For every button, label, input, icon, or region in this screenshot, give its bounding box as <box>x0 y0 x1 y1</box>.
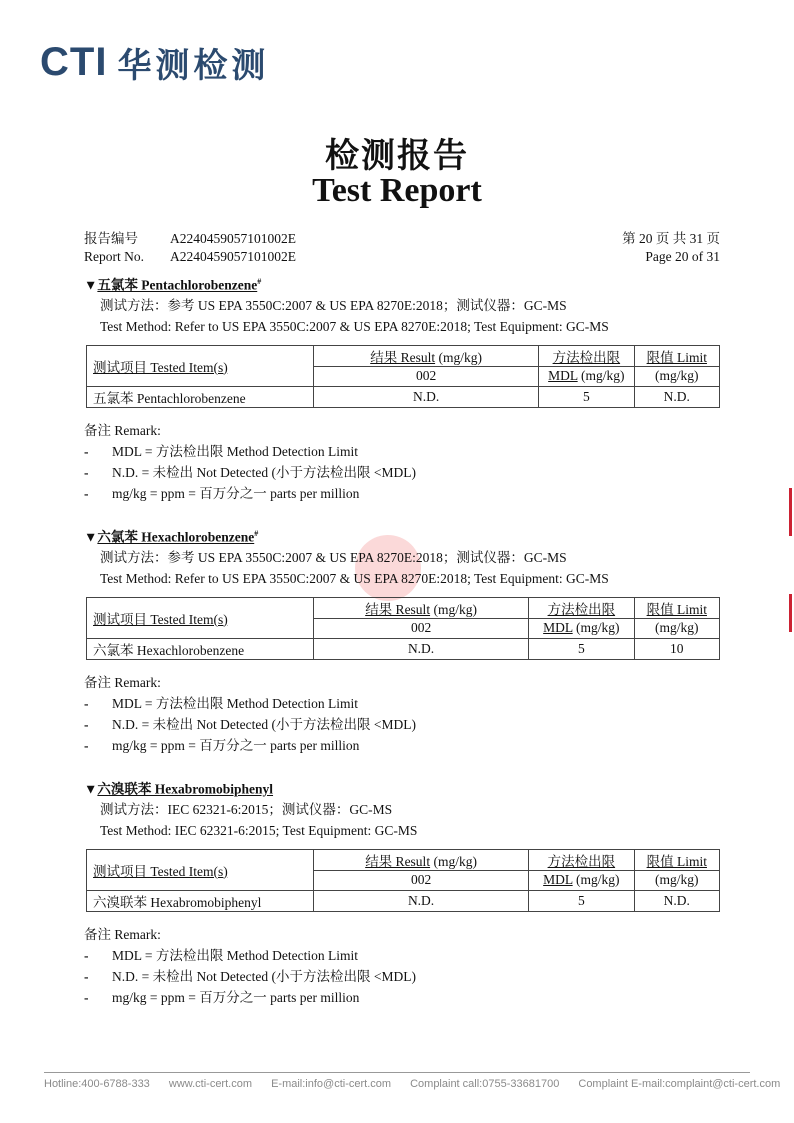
results-table <box>86 345 720 408</box>
col-header-limit: 限值 Limit <box>634 345 719 366</box>
method-zh: 测试方法：IEC 62321-6:2015；测试仪器：GC-MS <box>100 801 393 817</box>
section-title: ▼五氯苯 Pentachlorobenzene# <box>84 277 262 293</box>
method-en: Test Method: Refer to US EPA 3550C:2007 & US EPA 8270E:2018; Test Equipment: GC-MS <box>100 570 609 586</box>
footer <box>44 1078 794 1090</box>
remark-item: - mg/kg = ppm = 百万分之一 parts per million <box>84 989 360 1005</box>
method-en: Test Method: IEC 62321-6:2015; Test Equipment: GC-MS <box>100 822 418 838</box>
cell-mdl: 5 <box>529 890 635 911</box>
edge-seal-mark <box>789 594 792 632</box>
logo-text-en: CTI <box>40 40 108 84</box>
footer-complaint-email: Complaint E-mail:complaint@cti-cert.com <box>578 1078 781 1090</box>
report-no-label-en: Report No. <box>84 249 144 264</box>
cell-mdl: 5 <box>529 638 635 659</box>
report-no-label-zh: 报告编号 <box>84 231 138 246</box>
section-hexachlorobenzene <box>84 525 720 756</box>
logo-text-zh: 华测检测 <box>117 46 270 86</box>
col-header-mdl-unit: MDL (mg/kg) <box>529 870 635 890</box>
footer-divider <box>44 1072 750 1073</box>
cell-limit: N.D. <box>634 890 719 911</box>
remark-block <box>84 924 720 1008</box>
col-header-limit: 限值 Limit <box>634 597 719 618</box>
footer-website: www.cti-cert.com <box>168 1078 252 1090</box>
col-header-result: 结果 Result (mg/kg) <box>314 345 539 366</box>
cell-result: N.D. <box>314 638 529 659</box>
remark-block <box>84 672 720 756</box>
edge-seal-mark <box>789 488 792 536</box>
remark-title: 备注 Remark: <box>84 422 161 438</box>
footer-hotline: Hotline:400-6788-333 <box>44 1078 150 1090</box>
footer-email: E-mail:info@cti-cert.com <box>271 1078 392 1090</box>
remark-title: 备注 Remark: <box>84 926 161 942</box>
company-logo <box>40 38 269 87</box>
report-meta <box>84 230 720 266</box>
table-row <box>87 386 720 407</box>
cell-limit: N.D. <box>634 386 719 407</box>
cell-mdl: 5 <box>539 386 634 407</box>
section-title: ▼六溴联苯 Hexabromobiphenyl <box>84 781 274 797</box>
page-indicator-en: Page 20 of 31 <box>645 249 720 264</box>
col-header-result: 结果 Result (mg/kg) <box>314 597 529 618</box>
col-header-mdl: 方法检出限 <box>529 849 635 870</box>
remark-item: - N.D. = 未检出 Not Detected (小于方法检出限 <MDL) <box>84 968 416 984</box>
col-header-mdl-unit: MDL (mg/kg) <box>539 366 634 386</box>
col-header-mdl-unit: MDL (mg/kg) <box>529 618 635 638</box>
remark-block <box>84 420 720 504</box>
col-header-item: 测试项目 Tested Item(s) <box>87 849 314 890</box>
report-title-zh: 检测报告 <box>325 138 469 175</box>
col-header-limit-unit: (mg/kg) <box>634 366 719 386</box>
col-header-item: 测试项目 Tested Item(s) <box>87 597 314 638</box>
section-title: ▼六氯苯 Hexachlorobenzene# <box>84 529 259 545</box>
remark-item: - MDL = 方法检出限 Method Detection Limit <box>84 947 358 963</box>
col-header-result: 结果 Result (mg/kg) <box>314 849 529 870</box>
results-table <box>86 597 720 660</box>
footer-complaint-call: Complaint call:0755-33681700 <box>410 1078 560 1090</box>
remark-title: 备注 Remark: <box>84 674 161 690</box>
col-header-limit-unit: (mg/kg) <box>634 870 719 890</box>
remark-item: - N.D. = 未检出 Not Detected (小于方法检出限 <MDL) <box>84 716 416 732</box>
remark-item: - mg/kg = ppm = 百万分之一 parts per million <box>84 485 360 501</box>
remark-item: - N.D. = 未检出 Not Detected (小于方法检出限 <MDL) <box>84 464 416 480</box>
remark-item: - mg/kg = ppm = 百万分之一 parts per million <box>84 737 360 753</box>
cell-result: N.D. <box>314 890 529 911</box>
sample-id: 002 <box>314 618 529 638</box>
section-pentachlorobenzene <box>84 273 720 504</box>
cell-item: 五氯苯 Pentachlorobenzene <box>87 386 314 407</box>
col-header-limit: 限值 Limit <box>634 849 719 870</box>
col-header-mdl: 方法检出限 <box>529 597 635 618</box>
remark-item: - MDL = 方法检出限 Method Detection Limit <box>84 443 358 459</box>
col-header-item: 测试项目 Tested Item(s) <box>87 345 314 386</box>
remark-item: - MDL = 方法检出限 Method Detection Limit <box>84 695 358 711</box>
col-header-limit-unit: (mg/kg) <box>634 618 719 638</box>
report-title-en: Test Report <box>312 172 482 209</box>
results-table <box>86 849 720 912</box>
page-indicator-zh: 第 20 页 共 31 页 <box>622 231 720 246</box>
method-zh: 测试方法：参考 US EPA 3550C:2007 & US EPA 8270E:2018；测试仪器：GC-MS <box>100 297 567 313</box>
table-row <box>87 890 720 911</box>
col-header-mdl: 方法检出限 <box>539 345 634 366</box>
sample-id: 002 <box>314 366 539 386</box>
cell-item: 六氯苯 Hexachlorobenzene <box>87 638 314 659</box>
sample-id: 002 <box>314 870 529 890</box>
cell-result: N.D. <box>314 386 539 407</box>
report-no-value: A2240459057101002E <box>170 231 296 246</box>
report-no-value: A2240459057101002E <box>170 249 296 264</box>
method-zh: 测试方法：参考 US EPA 3550C:2007 & US EPA 8270E:2018；测试仪器：GC-MS <box>100 549 567 565</box>
cell-item: 六溴联苯 Hexabromobiphenyl <box>87 890 314 911</box>
table-row <box>87 638 720 659</box>
section-hexabromobiphenyl <box>84 777 720 1008</box>
cell-limit: 10 <box>634 638 719 659</box>
method-en: Test Method: Refer to US EPA 3550C:2007 & US EPA 8270E:2018; Test Equipment: GC-MS <box>100 318 609 334</box>
